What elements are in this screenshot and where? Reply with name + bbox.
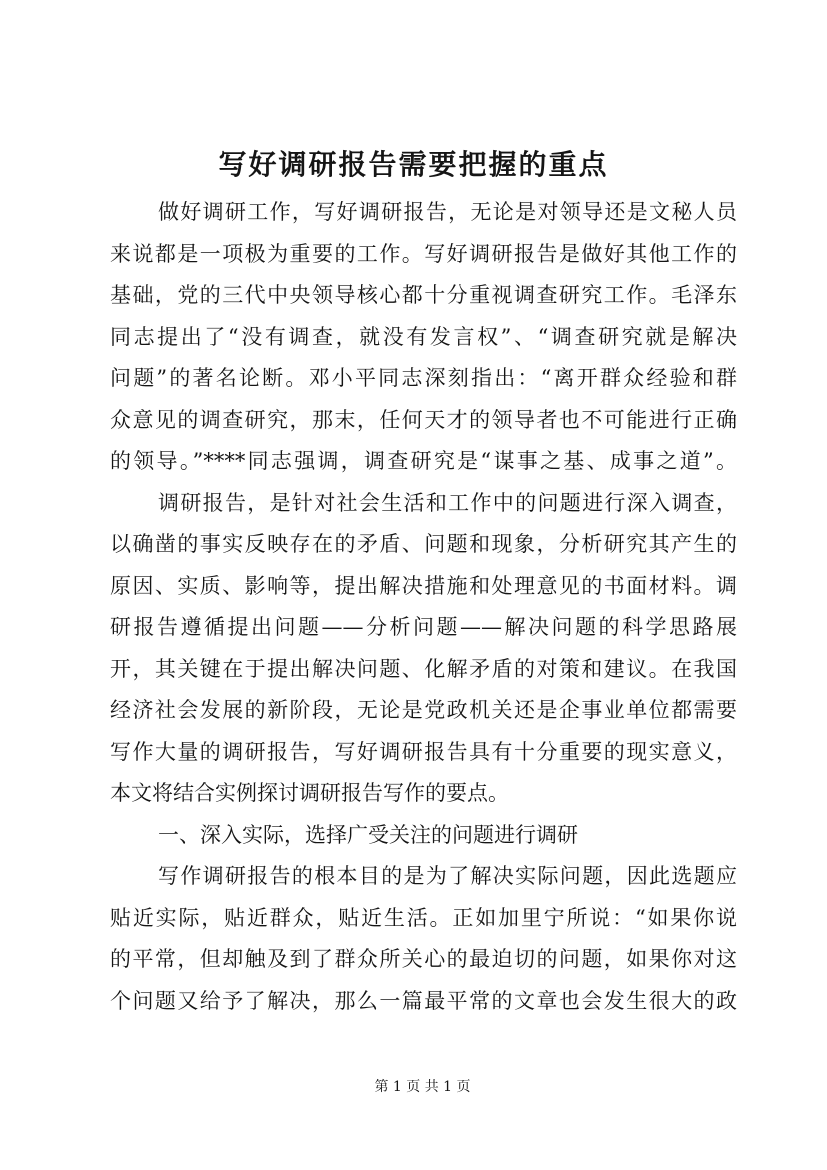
text-line: 研报告遵循提出问题——分析问题——解决问题的科学思路展 — [110, 615, 737, 639]
text-line: 问题”的著名论断。邓小平同志深刻指出：“离开群众经验和群 — [110, 366, 737, 390]
text-line: 的领导。”****同志强调，调查研究是“谋事之基、成事之道”。 — [110, 449, 737, 473]
text-line: 本文将结合实例探讨调研报告写作的要点。 — [110, 781, 509, 805]
text-line: 写作调研报告的根本目的是为了解决实际问题，因此选题应 — [158, 864, 737, 888]
text-line: 以确凿的事实反映存在的矛盾、问题和现象，分析研究其产生的 — [110, 532, 737, 556]
text-line: 个问题又给予了解决，那么一篇最平常的文章也会发生很大的政 — [110, 988, 737, 1013]
text-line: 开，其关键在于提出解决问题、化解矛盾的对策和建议。在我国 — [110, 656, 737, 681]
text-line: 同志提出了“没有调查，就没有发言权”、“调查研究就是解决 — [110, 324, 737, 349]
document-title: 写好调研报告需要把握的重点 — [218, 148, 609, 181]
text-line: 来说都是一项极为重要的工作。写好调研报告是做好其他工作的 — [110, 241, 737, 266]
document-body — [110, 192, 737, 1022]
text-line: 做好调研工作，写好调研报告，无论是对领导还是文秘人员 — [158, 200, 737, 224]
text-line: 基础，党的三代中央领导核心都十分重视调查研究工作。毛泽东 — [110, 283, 737, 307]
paragraph-definition — [110, 483, 737, 815]
text-line: 调研报告，是针对社会生活和工作中的问题进行深入调查， — [158, 490, 737, 515]
text-line: 贴近实际，贴近群众，贴近生活。正如加里宁所说：“如果你说 — [110, 905, 737, 930]
page-footer: 第 1 页 共 1 页 — [374, 1079, 471, 1095]
text-line: 的平常，但却触及到了群众所关心的最迫切的问题，如果你对这 — [110, 947, 737, 971]
section-heading: 一、深入实际，选择广受关注的问题进行调研 — [158, 822, 578, 847]
paragraph-section-1 — [110, 856, 737, 1022]
text-line: 原因、实质、影响等，提出解决措施和处理意见的书面材料。调 — [110, 573, 737, 598]
paragraph-intro — [110, 192, 737, 483]
text-line: 众意见的调查研究，那末，任何天才的领导者也不可能进行正确 — [110, 407, 737, 432]
text-line: 写作大量的调研报告，写好调研报告具有十分重要的现实意义， — [110, 739, 737, 764]
text-line: 经济社会发展的新阶段，无论是党政机关还是企事业单位都需要 — [110, 698, 737, 722]
